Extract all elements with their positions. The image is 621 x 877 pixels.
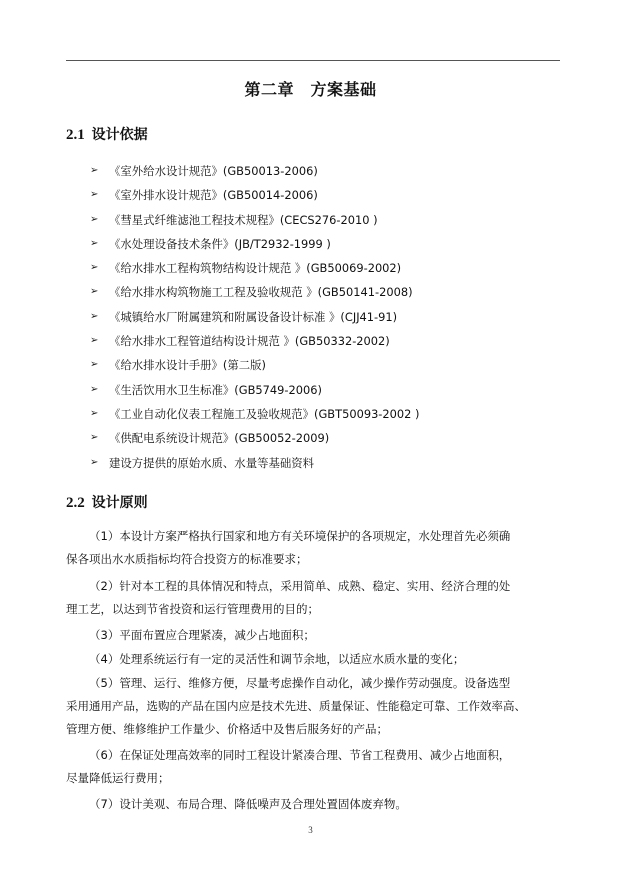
reference-text: 《给水排水构筑物施工工程及验收规范 》(GB50141-2008) — [109, 285, 413, 300]
reference-item — [90, 256, 419, 280]
reference-text: 《彗星式纤维滤池工程技术规程》(CECS276-2010 ) — [109, 212, 378, 227]
paragraph-line: （4）处理系统运行有一定的灵活性和调节余地，以适应水质水量的变化； — [89, 652, 465, 666]
reference-text: 《给水排水设计手册》(第二版) — [109, 358, 266, 373]
reference-text: 建设方提供的原始水质、水量等基础资料 — [109, 455, 315, 470]
section-number: 2.2 — [66, 495, 85, 511]
reference-text: 《工业自动化仪表工程施工及验收规范》(GBT50093-2002 ) — [109, 406, 420, 421]
arrow-bullet-icon: ➢ — [90, 237, 99, 249]
chapter-title: 第二章 方案基础 — [244, 80, 377, 99]
principle-paragraph — [66, 575, 566, 621]
arrow-bullet-icon: ➢ — [90, 310, 99, 322]
reference-list — [90, 159, 419, 475]
section-number: 2.1 — [66, 127, 85, 143]
reference-item — [90, 280, 419, 304]
paragraph-line: （1）本设计方案严格执行国家和地方有关环境保护的各项规定，水处理首先必须确 — [89, 529, 511, 543]
principle-paragraph — [66, 648, 566, 671]
principle-paragraph — [66, 744, 566, 790]
section-title-text: 设计原则 — [91, 495, 148, 511]
arrow-bullet-icon: ➢ — [90, 213, 99, 225]
reference-text: 《供配电系统设计规范》(GB50052-2009) — [109, 431, 330, 446]
arrow-bullet-icon: ➢ — [90, 383, 99, 395]
reference-text: 《室外给水设计规范》(GB50013-2006) — [109, 164, 318, 178]
arrow-bullet-icon: ➢ — [90, 262, 99, 274]
section-heading-design-basis — [66, 124, 148, 144]
reference-text: 《给水排水工程管道结构设计规范 》(GB50332-2002) — [109, 334, 390, 349]
reference-item — [90, 353, 419, 377]
paragraph-line: 管理方便、维修维护工作量少、价格适中及售后服务好的产品； — [66, 722, 388, 737]
arrow-bullet-icon: ➢ — [90, 189, 99, 201]
section-title-text: 设计依据 — [91, 127, 148, 143]
section-heading-design-principles — [66, 492, 148, 512]
reference-item — [90, 402, 419, 426]
paragraph-line: 采用通用产品，选购的产品在国内应是技术先进、质量保证、性能稳定可靠、工作效率高、 — [66, 699, 526, 714]
reference-text: 《水处理设备技术条件》(JB/T2932-1999 ) — [109, 236, 331, 251]
reference-text: 《城镇给水厂附属建筑和附属设备设计标准 》(CJJ41-91) — [109, 309, 398, 324]
reference-item — [90, 232, 419, 256]
reference-item — [90, 426, 419, 450]
arrow-bullet-icon: ➢ — [90, 407, 99, 419]
reference-item — [90, 451, 419, 475]
paragraph-line: （3）平面布置应合理紧凑，减少占地面积； — [89, 628, 315, 642]
arrow-bullet-icon: ➢ — [90, 432, 99, 444]
reference-item — [90, 329, 419, 353]
reference-item — [90, 305, 419, 329]
paragraph-line: （6）在保证处理高效率的同时工程设计紧凑合理、节省工程费用、减少占地面积， — [89, 748, 511, 762]
reference-text: 《给水排水工程构筑物结构设计规范 》(GB50069-2002) — [109, 261, 402, 276]
paragraph-line: 尽量降低运行费用； — [66, 771, 170, 786]
arrow-bullet-icon: ➢ — [90, 335, 99, 347]
reference-item — [90, 183, 419, 207]
paragraph-line: （7）设计美观、布局合理、降低噪声及合理处置固体废弃物。 — [89, 797, 407, 811]
principle-paragraph — [66, 672, 566, 742]
principle-paragraph — [66, 624, 566, 647]
page-number: 3 — [308, 825, 313, 835]
arrow-bullet-icon: ➢ — [90, 165, 99, 176]
reference-text: 《生活饮用水卫生标准》(GB5749-2006) — [109, 382, 322, 397]
arrow-bullet-icon: ➢ — [90, 456, 99, 468]
principle-paragraph — [66, 793, 566, 816]
header-rule — [66, 60, 560, 61]
reference-text: 《室外排水设计规范》(GB50014-2006) — [109, 188, 318, 203]
reference-item — [90, 159, 419, 183]
paragraph-line: （5）管理、运行、维修方便，尽量考虑操作自动化，减少操作劳动强度。设备选型 — [89, 676, 511, 690]
arrow-bullet-icon: ➢ — [90, 286, 99, 298]
reference-item — [90, 208, 419, 232]
reference-item — [90, 378, 419, 402]
paragraph-line: 理工艺，以达到节省投资和运行管理费用的目的； — [66, 602, 319, 617]
paragraph-line: （2）针对本工程的具体情况和特点，采用简单、成熟、稳定、实用、经济合理的处 — [89, 579, 511, 593]
arrow-bullet-icon: ➢ — [90, 359, 99, 371]
paragraph-line: 保各项出水水质指标均符合投资方的标准要求； — [66, 552, 308, 567]
principle-paragraph — [66, 525, 566, 571]
